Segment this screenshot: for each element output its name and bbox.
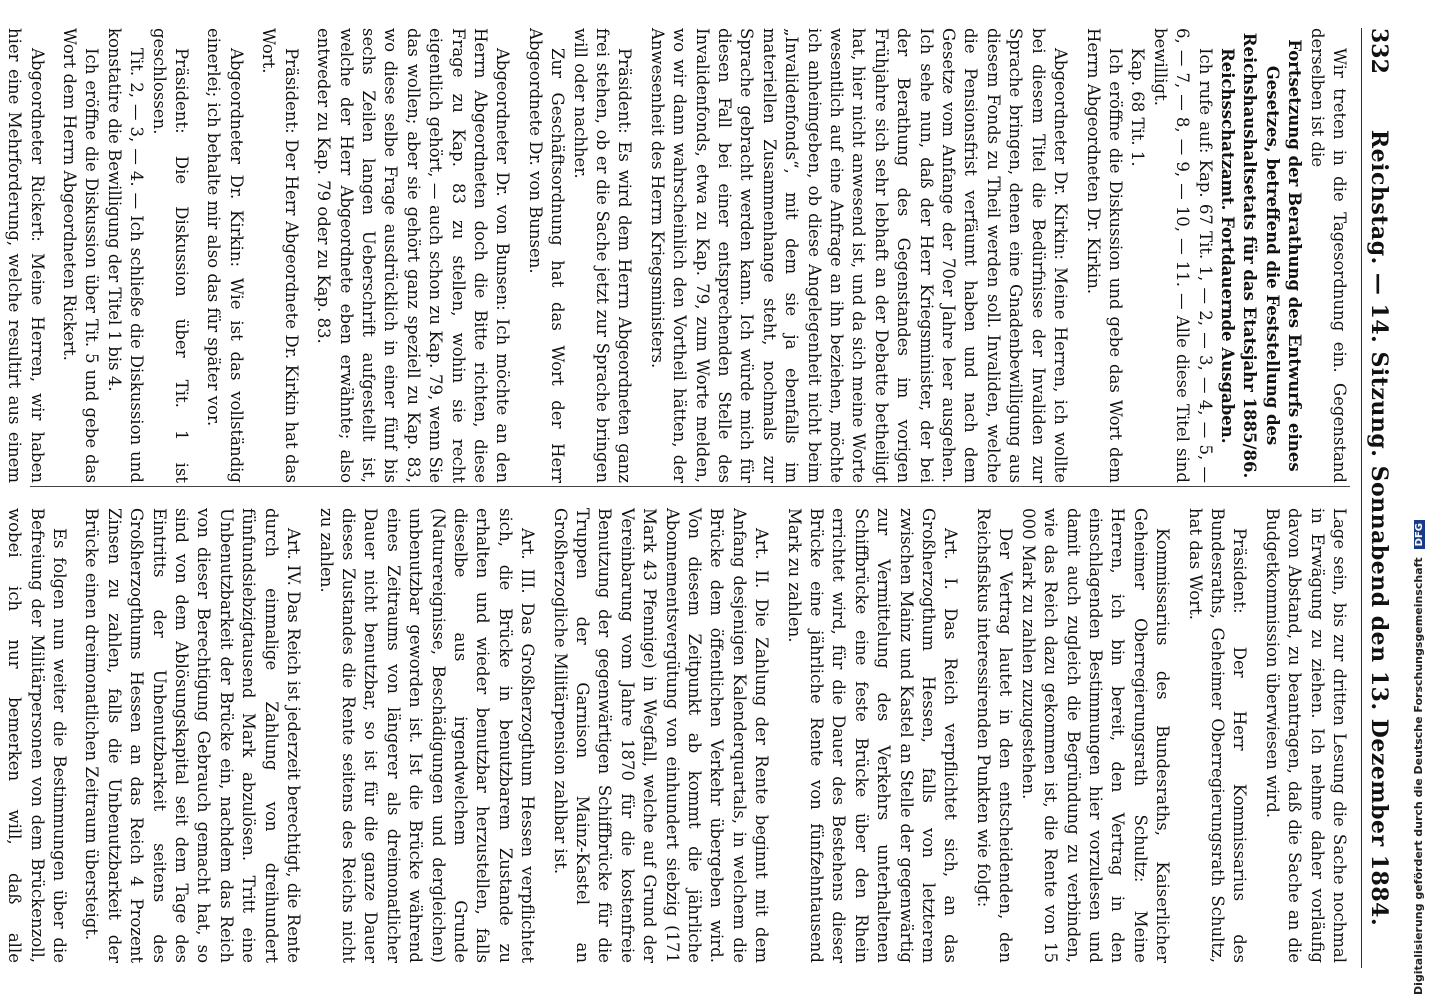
paragraph: Ich eröffne die Diskussion und gebe das Wort dem Herrn Abgeordneten Dr. Kirkin. xyxy=(1083,28,1125,483)
paragraph: Lage sein, bis zur dritten Lesung die Sache nochmal in Erwägung zu ziehen. Ich nehme daher vorläufig davon Abstand, zu beantragen, daß die Sache an die Budgetkommission überwiesen wird. xyxy=(1262,508,1349,963)
page-title: Reichstag. — 14. Sitzung. Sonnabend den 13. Dezember 1884. xyxy=(1366,129,1392,927)
paragraph: Wir treten in die Tagesordnung ein. Gegenstand derselben ist die xyxy=(1307,28,1349,483)
paragraph: Kap. 68 Tit. 1. xyxy=(1128,48,1148,167)
paragraph: Der Vertrag lautet in den entscheidenden, den Reichsfiskus interessirenden Punkten wie folgt: xyxy=(973,508,1016,963)
speech-paragraph: Kommissarius des Bundesraths, Kaiserlicher Geheimer Oberregierungsrath Schultz: Meine Herren, ich bin bereit, den Vertrag in den einschlagenden Bestimmungen hier vorzulesen und damit auch zugleich die Begründung zu verbinden, wie das Reich dazu gekommen ist, die Rente von 15 000 Mark zu zahlen zuzugestehen. xyxy=(1018,508,1173,963)
speech-paragraph: Präsident: Es wird dem Herrn Abgeordneten ganz frei stehen, ob er die Sache jetzt zur Sprache bringen will oder nachher. xyxy=(570,28,635,483)
right-column xyxy=(0,508,1350,963)
agenda-heading: Fortsetzung der Berathung des Entwurfs eines Gesetzes, betreffend die Feststellung des Reichshaushaltsetats für das Etatsjahr 1885/86. xyxy=(1240,32,1305,479)
funding-text: Digitalisierung gefördert durch die Deutsche Forschungsgemeinschaft xyxy=(1412,557,1425,995)
page-header xyxy=(1361,28,1396,968)
paragraph: Ich rufe auf: Kap. 67 Tit. 1, — 2, — 3, — 4, — 5, — 6, — 7, — 8, — 9, — 10, — 11. — Alle diese Titel sind bewilligt. xyxy=(1150,28,1215,483)
funding-note xyxy=(1412,5,1425,995)
funding-sidebar xyxy=(1410,0,1432,1000)
page-number: 332 xyxy=(1366,28,1392,74)
column-divider xyxy=(30,486,1350,487)
rotated-document xyxy=(5,8,1410,998)
speech-paragraph: Präsident: Die Diskussion über Tit. 1 ist geschlossen. xyxy=(149,28,192,483)
speech-paragraph: Abgeordneter Dr. von Bunsen: Ich möchte an den Herrn Abgeordneten doch die Bitte richten, diese Frage zu Kap. 83 zu stellen, wohin sie recht eigentlich gehört, — auch schon zu Kap. 79, wenn Sie das wollen; aber sie gehört ganz speziell zu Kap. 83, wo diese selbe Frage ausdrücklich in einer fünf bis sechs Zeilen langen Ueberschrift aufgestellt ist, welche der Herr Abgeordnete eben erwähnte; also entweder zu Kap. 79 oder zu Kap. 83. xyxy=(314,28,513,483)
speech-paragraph: Abgeordneter Dr. Kirkin: Meine Herren, ich wollte bei diesem Titel die Bedürfnisse der Invaliden zur Sprache bringen, denen eine Gnadenbewilligung aus diesem Fonds zu Theil werden soll. Invaliden, welche die Pensionsfrist verfäumt haben und nach dem Gesetze vom Anfange der 70er Jahre leer ausgehen. Ich sehe nun, daß der Herr Kriegsminister, der bei der Berathung des Gegenstandes im vorigen Frühjahre sich sehr lebhaft an der Debatte betheiligt hat, hier nicht anwesend ist, und da sich meine Worte wesentlich auf eine Anfrage an ihn beziehen, möchte ich anheimgeben, ob diese Angelegenheit nicht beim „Invalidenfonds“, mit dem sie ja ebenfalls im materiellen Zusammenhange steht, nochmals zur Sprache gebracht werden kann. Ich würde mich für diesen Fall bei einer entsprechenden Stelle des Invalidenfonds, etwa zu Kap. 79, zum Worte melden, wo wir dann wahrscheinlich den Vortheil hätten, der Anwesenheit des Herrn Kriegsministers. xyxy=(647,28,1071,483)
dfg-logo: DFG xyxy=(1414,520,1425,549)
paragraph: Ich eröffne die Diskussion über Tit. 5 und gebe das Wort dem Herrn Abgeordneten Rickert. xyxy=(60,28,102,483)
section-heading: Reichsschatzamt. Fortdauernde Ausgaben. xyxy=(1217,48,1237,444)
treaty-article: Art. II. Die Zahlung der Rente beginnt mit dem Anfang desjenigen Kalenderquartals, in welchem die Brücke dem öffentlichen Verkehr übergeben wird. Von diesem Zeitpunkt ab kommt die jährliche Abonnementsvergütung von einhundert siebzig (171 Mark 43 Pfennige) in Wegfall, welche auf Grund der Vereinbarung vom Jahre 1870 für die kostenfreie Benutzung der gegenwärtigen Schiffbrücke für die Truppen der Garnison Mainz-Kastel an Großherzogliche Militärpension zahlbar ist. xyxy=(550,508,772,963)
treaty-article: Art. I. Das Reich verpflichtet sich, an das Großherzogthum Hessen, falls von letzterem zwischen Mainz und Kastel an Stelle der gegenwärtig zur Vermittelung des Verkehrs unterhaltenen Schiffbrücke eine feste Brücke über den Rhein errichtet wird, für die Dauer des Bestehens dieser Brücke eine jährliche Rente von fünfzehntausend Mark zu zahlen. xyxy=(784,508,961,963)
treaty-article: Art. IV. Das Reich ist jederzeit berechtigt, die Rente durch einmalige Zahlung von dreihundert fünfundsiebzigtausend Mark abzulösen. Tritt eine Unbenutzbarkeit der Brücke ein, nachdem das Reich von dieser Berechtigung Gebrauch gemacht hat, so sind von dem Ablösungskapital seit dem Tage des Eintritts der Unbenutzbarkeit seitens des Großherzogthums Hessen an das Reich 4 Prozent Zinsen zu zahlen, falls die Unbenutzbarkeit der Brücke einen dreimonatlichen Zeitraum übersteigt. xyxy=(82,508,304,963)
treaty-article: Art. III. Das Großherzogthum Hessen verpflichtet sich, die Brücke in benutzbarem Zustande zu erhalten und wieder benutzbar herzustellen, falls dieselbe aus irgendwelchem Grunde (Naturereignisse, Beschädigungen und dergleichen) unbenutzbar geworden ist. Ist die Brücke während eines Zeitraums von längerer als dreimonatlicher Dauer nicht benutzbar, so ist für die ganze Dauer dieses Zustandes die Rente seitens des Reichs nicht zu zahlen. xyxy=(316,508,538,963)
paragraph: Es folgen nun weiter die Bestimmungen über die Befreiung der Militärpersonen von dem Brückenzoll, wobei ich nur bemerken will, daß alle xyxy=(5,508,70,963)
paragraph: Tit. 2, — 3, — 4. — Ich schließe die Diskussion und konstatire die Bewilligung der Titel 1 bis 4. xyxy=(104,28,147,483)
speech-paragraph: Präsident: Der Herr Abgeordnete Dr. Kirkin hat das Wort. xyxy=(259,28,301,483)
speech-paragraph: Abgeordneter Rickert: Meine Herren, wir haben hier eine Mehrforderung, welche resultirt aus einem xyxy=(5,28,47,483)
speech-paragraph: Abgeordneter Dr. Kirkin: Wie ist das vollständig einerlei; ich behalte mir also das für später vor. xyxy=(204,28,246,483)
paragraph: Zur Geschäftsordnung hat das Wort der Herr Abgeordnete Dr. von Bunsen. xyxy=(525,28,568,483)
speech-paragraph: Präsident: Der Herr Kommissarius des Bundesraths, Geheimer Oberregierungsrath Schultz, hat das Wort. xyxy=(1185,508,1250,963)
left-column xyxy=(0,28,1350,483)
